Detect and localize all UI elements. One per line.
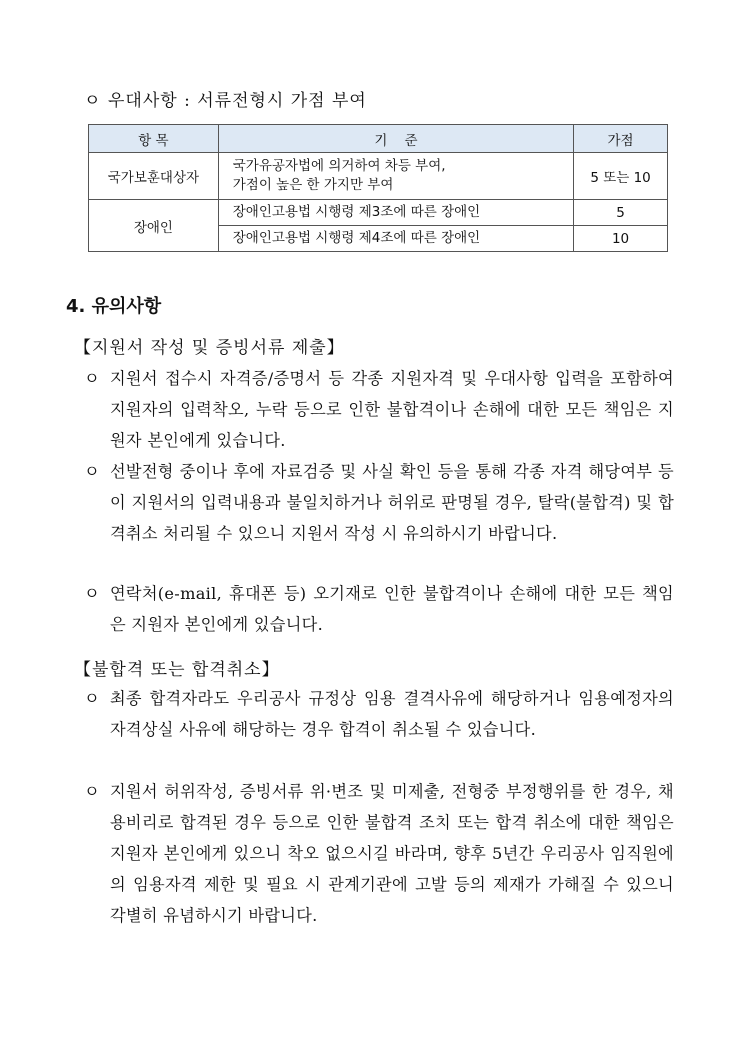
header-criteria: 기 준 xyxy=(218,125,573,153)
list-item xyxy=(84,683,674,745)
section-title: 4. 유의사항 xyxy=(66,296,162,317)
list-item xyxy=(84,578,674,640)
list-item xyxy=(84,776,674,931)
list-item xyxy=(84,456,674,549)
table-row xyxy=(89,153,668,200)
row-criteria: 장애인고용법 시행령 제3조에 따른 장애인 xyxy=(218,200,573,226)
row-criteria xyxy=(218,153,573,200)
bullet-icon: ㅇ xyxy=(84,782,100,801)
criteria-line: 국가유공자법에 의거하여 차등 부여, xyxy=(232,158,446,174)
row-points: 5 xyxy=(574,200,668,226)
subsection-title: 【지원서 작성 및 증빙서류 제출】 xyxy=(74,338,345,358)
bullet-icon: ㅇ xyxy=(84,91,102,111)
bullet-icon: ㅇ xyxy=(84,462,100,481)
bonus-points-table xyxy=(88,124,668,252)
item-text: 선발전형 중이나 후에 자료검증 및 사실 확인 등을 통해 각종 자격 해당여부 등이 지원서의 입력내용과 불일치하거나 허위로 판명될 경우, 탈락(불합격) 및 합격취소 처리될 수 있으니 지원서 작성 시 유의하시기 바랍니다. xyxy=(110,462,674,543)
header-points: 가점 xyxy=(574,125,668,153)
row-category: 국가보훈대상자 xyxy=(89,153,219,200)
item-text: 최종 합격자라도 우리공사 규정상 임용 결격사유에 해당하거나 임용예정자의 자격상실 사유에 해당하는 경우 합격이 취소될 수 있습니다. xyxy=(110,689,674,739)
row-points: 10 xyxy=(574,226,668,252)
bullet-icon: ㅇ xyxy=(84,584,100,603)
bullet-icon: ㅇ xyxy=(84,369,100,388)
bullet-icon: ㅇ xyxy=(84,689,100,708)
row-category: 장애인 xyxy=(89,200,219,252)
row-criteria: 장애인고용법 시행령 제4조에 따른 장애인 xyxy=(218,226,573,252)
subsection-title: 【불합격 또는 합격취소】 xyxy=(74,660,280,680)
preference-text: 우대사항 : 서류전형시 가점 부여 xyxy=(108,91,367,111)
row-points: 5 또는 10 xyxy=(574,153,668,200)
table-row xyxy=(89,200,668,226)
header-category: 항 목 xyxy=(89,125,219,153)
item-text: 지원서 허위작성, 증빙서류 위·변조 및 미제출, 전형중 부정행위를 한 경우, 채용비리로 합격된 경우 등으로 인한 불합격 조치 또는 합격 취소에 대한 책임은 지원자 본인에게 있으니 착오 없으시길 바라며, 향후 5년간 우리공사 임직원에의 임용자격 제한 및 필요 시 관계기관에 고발 등의 제재가 가해질 수 있으니 각별히 유념하시기 바랍니다. xyxy=(110,782,674,925)
item-text: 연락처(e-mail, 휴대폰 등) 오기재로 인한 불합격이나 손해에 대한 모든 책임은 지원자 본인에게 있습니다. xyxy=(110,584,674,634)
criteria-line: 가점이 높은 한 가지만 부여 xyxy=(232,177,394,193)
preference-line xyxy=(84,86,367,111)
item-text: 지원서 접수시 자격증/증명서 등 각종 지원자격 및 우대사항 입력을 포함하여 지원자의 입력착오, 누락 등으로 인한 불합격이나 손해에 대한 모든 책임은 지원자 본인에게 있습니다. xyxy=(110,369,674,450)
table-header-row xyxy=(89,125,668,153)
list-item xyxy=(84,363,674,456)
